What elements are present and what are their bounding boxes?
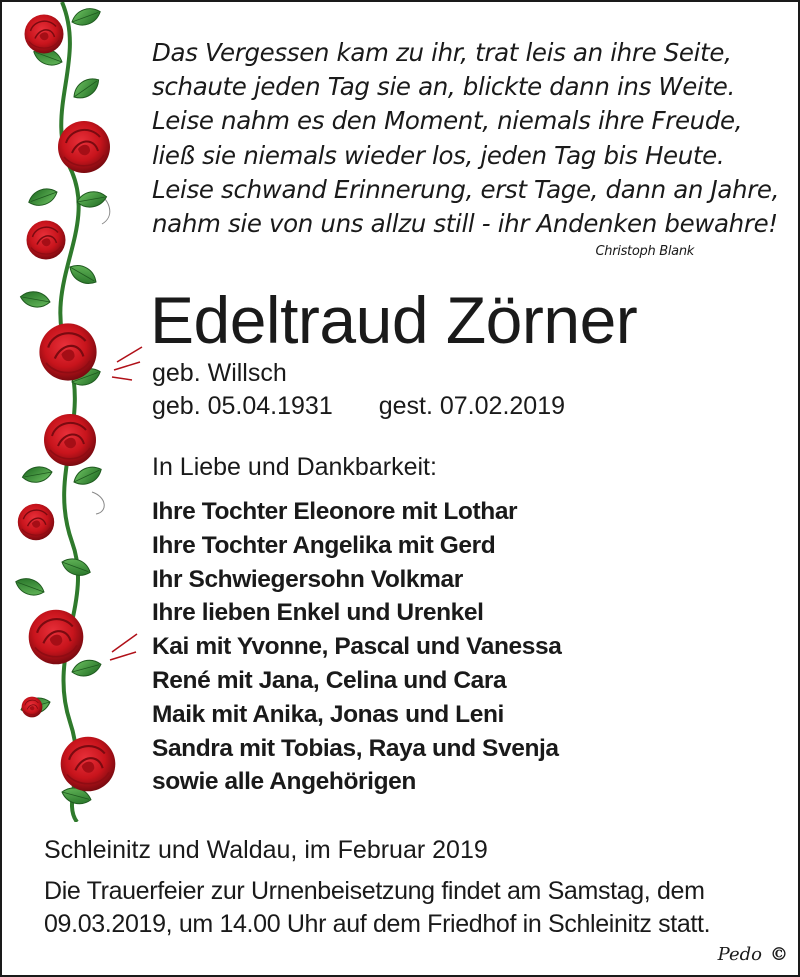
memorial-poem (152, 36, 780, 241)
mourners-intro: In Liebe und Dankbarkeit: (152, 453, 437, 481)
birth-date: geb. 05.04.1931 (152, 392, 333, 420)
maiden-name: geb. Willsch (152, 359, 287, 387)
mourner-line: sowie alle Angehörigen (152, 768, 416, 796)
mourner-line: Ihre Tochter Angelika mit Gerd (152, 531, 496, 559)
poem-line: ließ sie niemals wieder los, jeden Tag bis Heute. (152, 140, 725, 170)
funeral-line: 09.03.2019, um 14.00 Uhr auf dem Friedhof in Schleinitz statt. (44, 910, 711, 938)
funeral-notice (44, 875, 710, 941)
poem-line: Leise nahm es den Moment, niemals ihre Freude, (152, 106, 743, 136)
mourner-line: Ihr Schwiegersohn Volkmar (152, 565, 463, 593)
mourner-line: Sandra mit Tobias, Raya und Svenja (152, 734, 559, 762)
death-date: gest. 07.02.2019 (378, 392, 566, 420)
funeral-line: Die Trauerfeier zur Urnenbeisetzung findet am Samstag, dem (44, 877, 705, 905)
poem-line: Das Vergessen kam zu ihr, trat leis an ihre Seite, (152, 38, 732, 67)
poem-line: schaute jeden Tag sie an, blickte dann ins Weite. (152, 72, 735, 102)
place-and-date: Schleinitz und Waldau, im Februar 2019 (44, 836, 488, 864)
mourner-line: René mit Jana, Celina und Cara (152, 666, 507, 694)
mourner-line: Ihre lieben Enkel und Urenkel (152, 599, 484, 627)
copyright-icon: © (770, 944, 788, 965)
deceased-name: Edeltraud Zörner (150, 283, 638, 357)
mourner-line: Maik mit Anika, Jonas und Leni (152, 700, 504, 728)
publisher-mark (718, 944, 788, 965)
mourner-line: Ihre Tochter Eleonore mit Lothar (152, 498, 518, 525)
designer-signature: Pedo (717, 944, 762, 965)
poem-line: Leise schwand Erinnerung, erst Tage, dann an Jahre, (152, 174, 780, 204)
rose-vine-icon (2, 2, 152, 822)
mourners-list (152, 495, 561, 799)
poem-author: Christoph Blank (595, 244, 694, 259)
life-dates (152, 392, 565, 421)
poem-line: nahm sie von uns allzu still - ihr Andenken bewahre! (152, 209, 778, 239)
mourner-line: Kai mit Yvonne, Pascal und Vanessa (152, 633, 562, 661)
